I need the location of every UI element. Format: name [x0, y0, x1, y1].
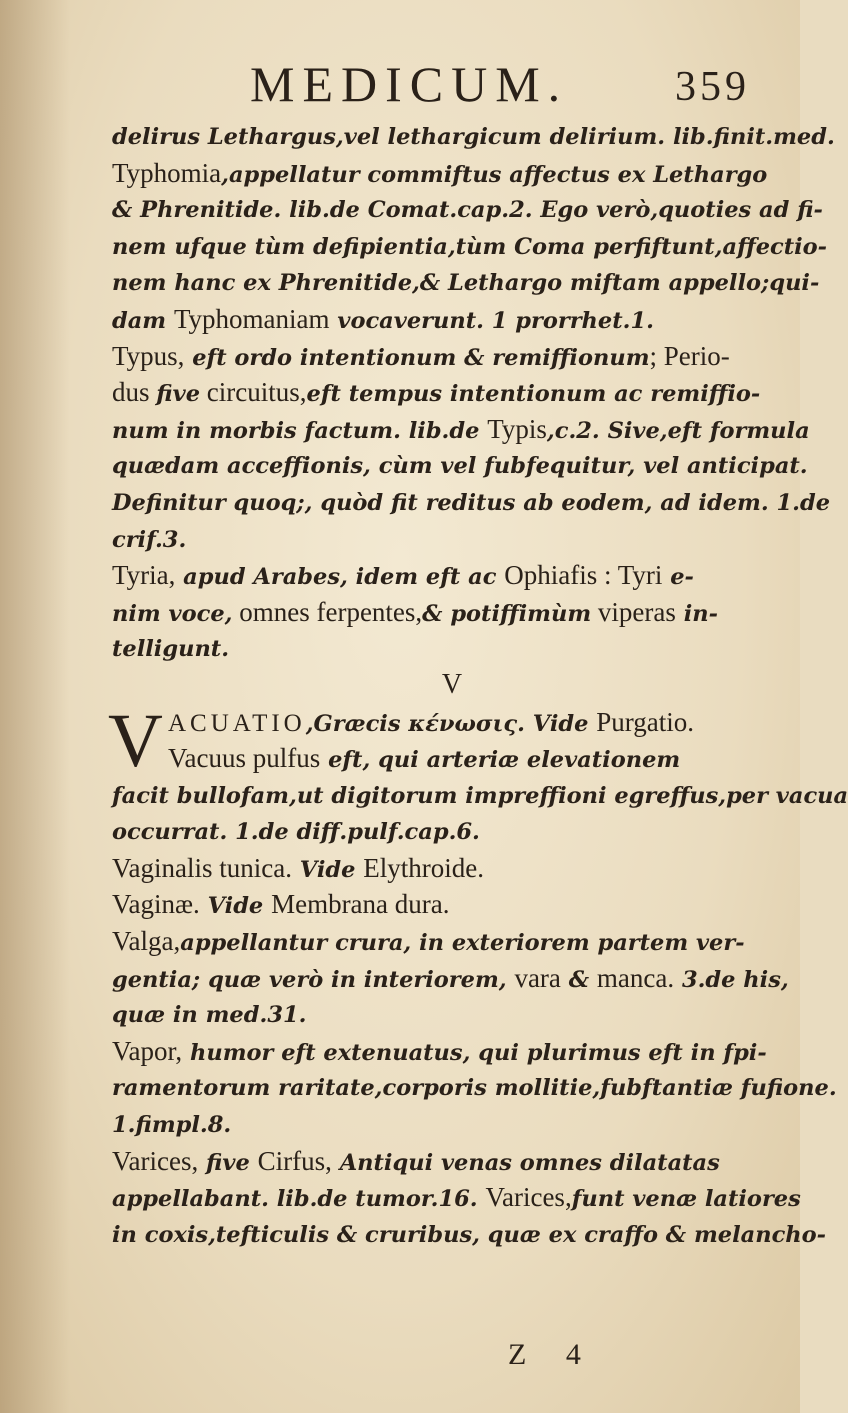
- text-run: &: [560, 966, 597, 993]
- text-run: apud Arabes, idem eft ac: [175, 564, 505, 591]
- page-number: 359: [675, 64, 750, 110]
- text-run: Purgatio.: [596, 706, 695, 737]
- text-run: appellabant. lib.de tumor.16.: [112, 1186, 486, 1213]
- signature-mark: Z 4: [508, 1338, 597, 1371]
- text-line: [112, 960, 789, 997]
- text-run: ; Perio-: [649, 340, 730, 371]
- text-run: Typhomia: [112, 157, 222, 188]
- text-run: five: [156, 381, 201, 408]
- text-run: Ophiafis : Tyri: [504, 560, 663, 591]
- text-line: [112, 1106, 772, 1143]
- entry-vacuatio: [108, 698, 772, 783]
- text-run: vara: [514, 962, 561, 993]
- text-run: Typus,: [112, 340, 185, 371]
- text-line: [112, 630, 772, 667]
- text-line: [112, 1216, 826, 1253]
- text-run: e-: [662, 564, 694, 591]
- text-line: [112, 484, 831, 521]
- text-run: Cirfus,: [257, 1145, 332, 1176]
- text-run: gentia; quæ verò in interiorem,: [112, 966, 515, 993]
- text-run: Typis: [487, 413, 547, 444]
- text-run: Vide: [199, 893, 272, 920]
- text-line: [112, 996, 772, 1033]
- text-run: Tyria,: [112, 560, 176, 591]
- text-line: [112, 1143, 772, 1180]
- text-line: [112, 1179, 801, 1216]
- text-line: [112, 850, 772, 887]
- text-run: Varices,: [112, 1145, 199, 1176]
- text-line: [112, 923, 772, 960]
- text-run: five: [198, 1149, 258, 1176]
- page-header: [0, 55, 800, 115]
- entries-t: [112, 118, 835, 667]
- running-title: MEDICUM.: [250, 56, 569, 112]
- text-run: Vide: [291, 856, 364, 883]
- body-text: [108, 118, 848, 1252]
- text-run: quæ in med.31.: [112, 1002, 307, 1029]
- text-line: [112, 557, 772, 594]
- text-run: ramentorum raritate,corporis mollitie,fubftantiæ fufione.: [112, 1075, 837, 1102]
- text-line: [112, 191, 823, 228]
- text-line: [112, 118, 835, 155]
- text-run: dam: [112, 307, 174, 334]
- text-run: ,c.2. Sive,eft formula: [546, 417, 810, 444]
- text-run: Definitur quoq;, quòd fit reditus ab eodem, ad idem. 1.de: [112, 489, 831, 516]
- text-line: [112, 1069, 837, 1106]
- text-line: [112, 813, 772, 850]
- text-line: [112, 264, 820, 301]
- text-run: Vacuus pulfus: [168, 743, 321, 774]
- text-line: [112, 777, 848, 814]
- text-run: vocaverunt. 1 prorrhet.1.: [329, 307, 654, 334]
- page-edge-shadow: [0, 0, 70, 1413]
- text-run: num in morbis factum. lib.de: [112, 417, 488, 444]
- text-run: Vaginæ.: [112, 889, 200, 920]
- text-run: humor eft extenuatus, qui plurimus eft in fpi-: [182, 1039, 767, 1066]
- text-run: delirus Lethargus,vel lethargicum delirium. lib.finit.med.: [112, 124, 835, 150]
- text-run: crif.3.: [112, 526, 187, 553]
- text-run: & potiffimùm: [422, 600, 592, 627]
- entries-v: [112, 777, 848, 1253]
- text-line: [112, 374, 772, 411]
- text-line: [112, 411, 810, 448]
- text-run: quædam acceffionis, cùm vel fubfequitur, vel anticipat.: [112, 453, 808, 480]
- text-run: 3.de his,: [674, 966, 789, 993]
- text-run: eft, qui arteriæ elevationem: [320, 747, 681, 774]
- text-run: appellantur crura, in exteriorem partem ver-: [180, 930, 745, 957]
- text-line: [112, 704, 772, 741]
- text-run: & Phrenitide. lib.de Comat.cap.2. Ego verò,quoties ad fi-: [112, 197, 823, 224]
- text-run: eft ordo intentionum & remiffionum: [184, 344, 650, 371]
- text-run: occurrat. 1.de diff.pulf.cap.6.: [112, 819, 480, 846]
- text-run: funt venæ latiores: [571, 1186, 801, 1213]
- text-run: Membrana dura.: [271, 889, 450, 920]
- text-line: [112, 740, 772, 777]
- text-run: ,Græcis κένωσις. Vide: [305, 710, 597, 737]
- text-run: ,appellatur commiftus affectus ex Lethargo: [221, 161, 768, 188]
- text-run: Valga,: [112, 926, 181, 957]
- text-run: nim voce,: [112, 600, 233, 627]
- text-run: nem ufque tùm defipientia,tùm Coma perfiftunt,affectio-: [112, 233, 827, 260]
- text-run: nem hanc ex Phrenitide,& Lethargo miftam appello;qui-: [112, 270, 820, 297]
- text-run: omnes ferpentes,: [232, 596, 423, 627]
- text-run: Vaginalis tunica.: [112, 852, 292, 883]
- text-run: Elythroide.: [363, 852, 485, 883]
- text-line: [112, 228, 827, 265]
- text-run: ACUATIO: [168, 709, 306, 737]
- text-run: viperas: [591, 596, 676, 627]
- drop-cap: V: [108, 698, 163, 783]
- text-run: manca.: [596, 962, 675, 993]
- text-run: Antiqui venas omnes dilatatas: [331, 1149, 720, 1176]
- text-run: telligunt.: [112, 636, 230, 663]
- section-letter: V: [441, 668, 463, 700]
- text-run: circuitus,: [200, 377, 307, 408]
- text-run: eft tempus intentionum ac remiffio-: [306, 381, 761, 408]
- text-line: [112, 155, 772, 192]
- text-run: 1.fimpl.8.: [112, 1112, 232, 1139]
- text-line: [112, 594, 772, 631]
- text-run: facit bullofam,ut digitorum impreffioni egreffus,per vacua: [112, 782, 848, 809]
- text-run: Typhomaniam: [173, 303, 330, 334]
- text-run: dus: [112, 377, 157, 408]
- text-line: [112, 338, 772, 375]
- text-run: in coxis,tefticulis & cruribus, quæ ex craffo & melancho-: [112, 1221, 826, 1248]
- text-run: Varices,: [485, 1182, 572, 1213]
- text-line: [112, 447, 808, 484]
- text-run: in-: [675, 600, 718, 627]
- text-line: [112, 886, 772, 923]
- text-run: Vapor,: [112, 1035, 183, 1066]
- text-line: [112, 521, 772, 558]
- text-line: [112, 1033, 772, 1070]
- text-line: [112, 301, 772, 338]
